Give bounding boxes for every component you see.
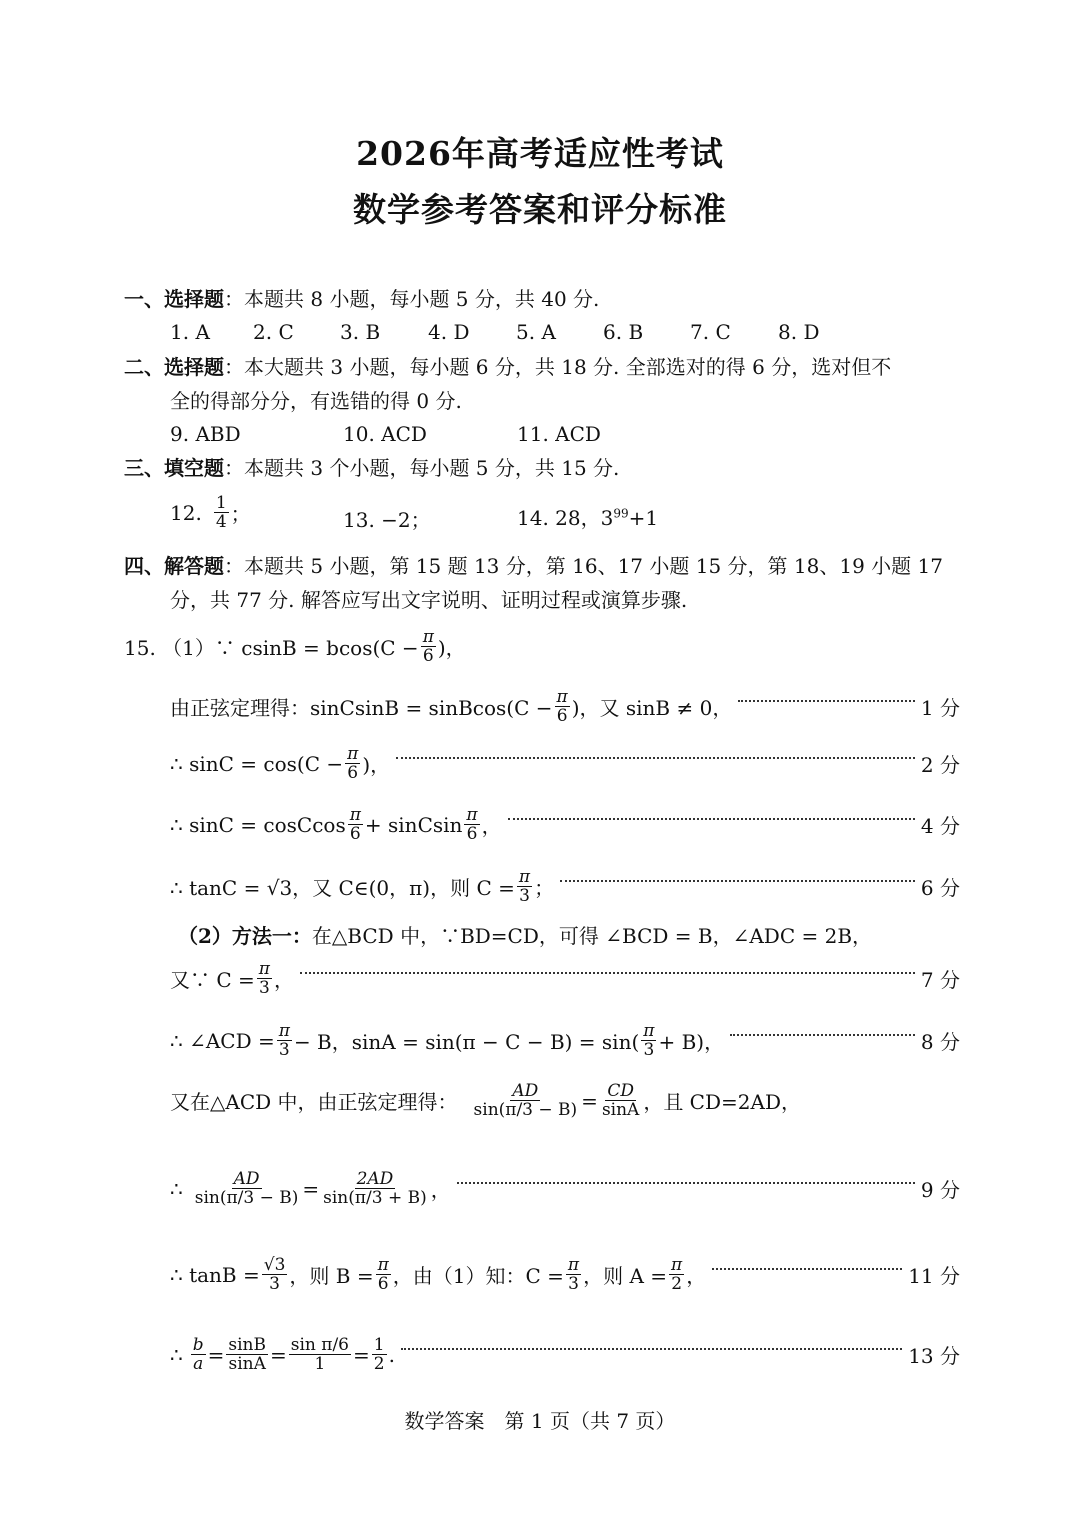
dot-leader [401, 1348, 902, 1350]
step-text: ∴ tanB = [170, 1262, 260, 1287]
equals-sign: = [581, 1088, 598, 1113]
step-text: ∴ tanC = √3，又 C∈(0，π)，则 C = [170, 876, 515, 900]
numerator: π [349, 805, 361, 825]
answer-1: 1. A [170, 320, 210, 344]
fraction-denominator: 4 [215, 512, 227, 532]
step-9 [170, 1170, 960, 1207]
dot-leader [730, 1034, 915, 1036]
step-text-tail: ， [273, 968, 294, 992]
dot-leader [457, 1182, 915, 1184]
section2-header [124, 354, 891, 380]
numerator: π [567, 1255, 580, 1275]
section2-desc: ：本大题共 3 小题，每小题 6 分，共 18 分. 全部选对的得 6 分，选对但不 [224, 355, 892, 379]
score-label: 7 分 [920, 968, 960, 992]
equals-sign: = [270, 1342, 287, 1367]
dot-leader [396, 757, 915, 759]
pi-over-6 [464, 806, 479, 843]
answer-3: 3. B [340, 320, 381, 344]
part2-intro [178, 923, 872, 949]
numerator: π [643, 1021, 655, 1041]
step-text: 又在△ACD 中，由正弦定理得： [170, 1090, 458, 1114]
section2-heading: 二、选择题 [124, 355, 224, 379]
page-title: 2026年高考适应性考试 [356, 134, 724, 173]
step-4 [170, 806, 960, 843]
numerator: sinB [228, 1335, 266, 1355]
q15-given-tail: )， [437, 636, 466, 660]
section2-desc-continued: 全的得部分分，有选错的得 0 分. [170, 389, 462, 413]
pi-over-3 [641, 1022, 656, 1059]
score-label: 6 分 [920, 876, 960, 900]
score-label: 9 分 [920, 1178, 960, 1202]
method-text: 在△BCD 中，∵BD=CD，可得 ∠BCD = B，∠ADC = 2B， [311, 924, 873, 948]
step-13 [170, 1336, 960, 1373]
dot-leader [560, 880, 915, 882]
fraction-numerator: 1 [215, 493, 227, 513]
ad-over-sin-fraction [193, 1170, 301, 1207]
score-label: 2 分 [920, 753, 960, 777]
sinb-over-sina [226, 1336, 268, 1373]
answer-11: 11. ACD [517, 422, 601, 446]
step-text: + sinCsin [364, 812, 463, 837]
denominator: 3 [519, 886, 530, 906]
denominator: 6 [347, 763, 359, 783]
denominator: sinA [601, 1100, 640, 1120]
step-text: ∴ sinC = cosCcos [170, 812, 346, 837]
numerator: π [518, 867, 531, 887]
denominator: 3 [258, 978, 270, 998]
section4-heading: 四、解答题 [124, 554, 224, 578]
step-text-tail: + B)， [658, 1030, 725, 1054]
denominator: 6 [466, 824, 478, 844]
denominator: 3 [568, 1274, 579, 1294]
step-11 [170, 1256, 960, 1293]
pi-over-3 [277, 1022, 292, 1059]
step-text-tail: )， [362, 753, 391, 777]
numerator: 2AD [356, 1169, 394, 1189]
step-text: 又∵ C = [170, 968, 255, 992]
numerator: π [556, 687, 568, 707]
sine-rule-step [170, 1082, 801, 1119]
answer-4: 4. D [428, 320, 470, 344]
numerator: π [347, 744, 359, 764]
section3-header [124, 455, 619, 481]
step-text: ∴ ∠ACD = [170, 1028, 275, 1053]
denominator: sin(π/3 − B) [194, 1188, 299, 1208]
step-2 [170, 745, 960, 782]
score-label: 4 分 [920, 814, 960, 838]
step-text: 由正弦定理得：sinCsinB = sinBcos(C − [170, 696, 553, 720]
q15-given: 15. （1）∵ csinB = bcos(C − [124, 636, 419, 660]
numerator: AD [512, 1081, 539, 1101]
section3-heading: 三、填空题 [124, 456, 224, 480]
section1-desc: ：本题共 8 小题，每小题 5 分，共 40 分. [224, 287, 600, 311]
equals-sign: = [302, 1176, 320, 1201]
answer-8: 8. D [778, 320, 820, 344]
numerator: AD [233, 1169, 260, 1189]
equals-sign: = [207, 1342, 225, 1367]
page-footer: 数学答案 第 1 页（共 7 页） [404, 1409, 676, 1433]
score-label: 8 分 [920, 1030, 960, 1054]
step-text-tail: ，且 CD=2AD， [643, 1090, 801, 1114]
denominator: 2 [671, 1274, 683, 1294]
pi-over-6 [348, 806, 363, 843]
sqrt3-over-3 [262, 1256, 288, 1293]
section1-header [124, 286, 599, 312]
step-text: ，由（1）知：C = [392, 1264, 564, 1288]
pi-over-2 [669, 1256, 684, 1293]
step-text-tail: ， [686, 1264, 707, 1288]
pi-over-3 [566, 1256, 581, 1293]
step-8 [170, 1022, 960, 1059]
step-text-tail: ， [430, 1178, 451, 1202]
dot-leader [712, 1268, 902, 1270]
b-over-a [191, 1336, 206, 1373]
pi-over-3 [257, 960, 272, 997]
section4-desc: ：本题共 5 小题，第 15 题 13 分，第 16、17 小题 15 分，第 18、19 小题 17 [224, 554, 943, 578]
2ad-over-sin-fraction [321, 1170, 429, 1207]
period: . [388, 1342, 395, 1367]
method-label: （2）方法一： [178, 924, 312, 948]
numerator: π [258, 959, 270, 979]
answer-12: 12. $\frac{1}{4}$ ； [170, 493, 251, 532]
step-text-tail: )，又 sinB ≠ 0， [571, 696, 733, 720]
score-label: 1 分 [920, 696, 960, 720]
step-7 [170, 960, 960, 997]
denominator: 6 [556, 706, 568, 726]
sin-pi6-over-1 [289, 1336, 351, 1373]
denominator: 1 [314, 1354, 326, 1374]
denominator: sin(π/3 − B) [473, 1100, 578, 1120]
step-text-tail: ， [481, 814, 502, 838]
pi-over-6 [555, 688, 570, 725]
denominator: a [193, 1354, 204, 1374]
denominator: 3 [269, 1274, 280, 1294]
answer-7: 7. C [690, 320, 731, 344]
dot-leader [508, 818, 915, 820]
denominator: 6 [349, 824, 361, 844]
section1-heading: 一、选择题 [124, 287, 224, 311]
step-text: ，则 A = [583, 1264, 668, 1288]
step-text: ，则 B = [289, 1264, 374, 1288]
denominator: 3 [278, 1040, 290, 1060]
cd-over-sina-fraction [600, 1082, 641, 1119]
numerator: b [192, 1335, 204, 1355]
step-text: − B，sinA = sin(π − C − B) = sin( [293, 1030, 640, 1054]
q15-statement [124, 628, 466, 665]
numerator: π [466, 805, 478, 825]
answer-2: 2. C [253, 320, 294, 344]
numerator: π [278, 1021, 290, 1041]
denominator: 3 [643, 1040, 655, 1060]
answer-6: 6. B [603, 320, 644, 344]
numerator: π [422, 627, 434, 647]
section3-desc: ：本题共 3 个小题，每小题 5 分，共 15 分. [224, 456, 620, 480]
ad-over-sin-fraction [472, 1082, 580, 1119]
answer-14-exponent: 99 [613, 506, 629, 521]
section4-desc-continued: 分，共 77 分. 解答应写出文字说明、证明过程或演算步骤. [170, 588, 688, 612]
step-6 [170, 868, 960, 905]
score-label: 11 分 [908, 1264, 960, 1288]
dot-leader [738, 700, 915, 702]
dot-leader [300, 972, 915, 974]
step-text: ∴ sinC = cos(C − [170, 751, 344, 776]
denominator: sinA [228, 1354, 266, 1374]
numerator: π [671, 1255, 683, 1275]
step-text-tail: ； [534, 876, 555, 900]
answer-12-fraction [214, 494, 229, 531]
denominator: 2 [373, 1354, 385, 1374]
therefore-sign: ∴ [170, 1176, 183, 1201]
answer-10: 10. ACD [343, 422, 427, 446]
numerator: √3 [263, 1255, 286, 1275]
answer-12-label: 12. [170, 500, 202, 525]
therefore-sign: ∴ [170, 1342, 183, 1367]
denominator: 6 [422, 646, 434, 666]
numerator: CD [607, 1081, 634, 1101]
answer-14-tail: +1 [628, 506, 659, 530]
one-half [372, 1336, 387, 1373]
pi-over-6 [345, 745, 360, 782]
pi-over-3 [517, 868, 532, 905]
equals-sign: = [353, 1342, 370, 1367]
answer-9: 9. ABD [170, 422, 241, 446]
numerator: π [377, 1255, 389, 1275]
answer-14-text: 14. 28，3 [517, 506, 614, 530]
page-subtitle: 数学参考答案和评分标准 [353, 190, 727, 229]
pi-over-6 [421, 628, 436, 665]
denominator: 6 [377, 1274, 389, 1294]
numerator: 1 [373, 1335, 385, 1355]
denominator: sin(π/3 + B) [323, 1188, 427, 1208]
score-label: 13 分 [908, 1344, 960, 1368]
numerator: sin π/6 [290, 1335, 349, 1355]
answer-14 [517, 502, 658, 531]
section4-header [124, 553, 943, 579]
step-1 [170, 688, 960, 725]
answer-5: 5. A [516, 320, 556, 344]
pi-over-6 [376, 1256, 391, 1293]
answer-13: 13. −2； [343, 508, 431, 532]
